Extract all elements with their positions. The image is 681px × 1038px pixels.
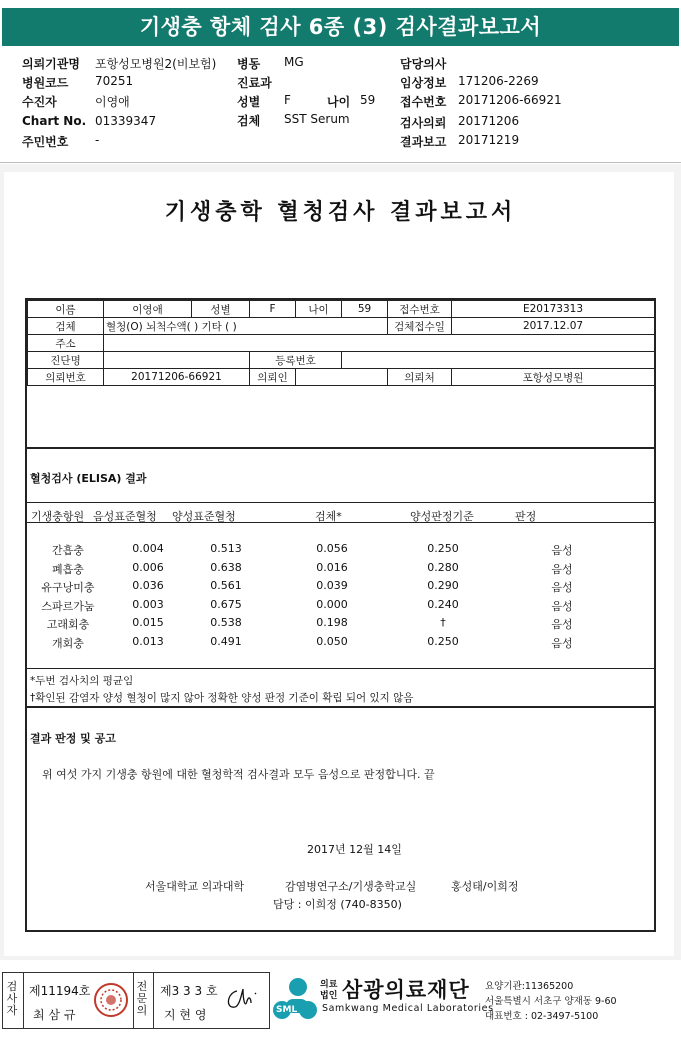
report-banner-title: 기생충 항체 검사 6종 (3) 검사결과보고서 (2, 8, 679, 46)
result-cell-neg: 0.013 (132, 635, 164, 648)
column-header: 판정 (515, 510, 537, 523)
cell: 접수번호 (388, 301, 452, 318)
value: F (284, 93, 291, 107)
result-cell-name: 폐흡충 (52, 562, 84, 576)
result-cell-pos: 0.675 (210, 597, 242, 611)
result-cell-spec: 0.039 (316, 579, 348, 593)
specialist-label-text: 전문의 (136, 980, 148, 1017)
label: Chart No. (22, 114, 87, 128)
inspector-label (6, 981, 19, 1017)
result-cell-neg: 0.006 (132, 560, 164, 574)
cell: 검체 (28, 318, 104, 335)
cell (342, 352, 655, 369)
cell: F (250, 301, 296, 318)
cell: 의뢰번호 (28, 369, 104, 386)
institution: 서울대학교 의과대학 (145, 880, 245, 893)
sml-logo-icon (272, 976, 320, 1024)
conclusion-title: 결과 판정 및 공고 (30, 732, 116, 745)
column-header: 양성표준혈청 (172, 510, 236, 523)
cell: 20171206-66921 (104, 369, 250, 386)
cell (104, 352, 250, 369)
value: 20171206 (458, 114, 520, 128)
label: 담당의사 (400, 57, 447, 71)
cell: 59 (342, 301, 388, 318)
label: 접수번호 (400, 95, 447, 109)
result-cell-cut: 0.250 (427, 635, 459, 648)
result-cell-res: 음성 (551, 637, 573, 650)
report-title: 기생충학 혈청검사 결과보고서 (164, 199, 517, 225)
result-cell-neg: 0.003 (132, 597, 164, 611)
cell: 혈청(O) 뇌척수액( ) 기타 ( ) (104, 318, 388, 335)
result-cell-name: 스파르가눔 (41, 599, 95, 613)
column-header: 검체* (315, 510, 342, 523)
inspector-label-text: 검사자 (6, 980, 18, 1017)
result-cell-cut: † (440, 616, 446, 630)
conclusion-text: 위 여섯 가지 기생충 항원에 대한 혈청학적 검사결과 모두 음성으로 판정합니다. 끝 (42, 768, 435, 781)
value: - (95, 133, 100, 147)
report-frame (25, 298, 656, 932)
label: 결과보고 (400, 135, 447, 149)
value: SST Serum (284, 112, 350, 126)
cell: 이름 (28, 301, 104, 318)
footnote: †확인된 감염자 양성 혈청이 많지 않아 정확한 양성 판정 기준이 확립 되어 있지 않음 (30, 692, 414, 704)
divider (23, 973, 24, 1028)
result-cell-neg: 0.036 (132, 579, 164, 593)
label: 병동 (237, 57, 261, 71)
cell: 의뢰처 (388, 369, 452, 386)
label: 검체 (237, 114, 261, 128)
label: 검사의뢰 (400, 116, 447, 130)
specialist-name: 지 현 영 (164, 1008, 207, 1022)
result-cell-pos: 0.638 (210, 560, 242, 574)
divider (27, 447, 654, 449)
column-header: 음성표준혈청 (93, 510, 157, 523)
result-cell-res: 음성 (551, 599, 573, 613)
cell: 검체접수일 (388, 318, 452, 335)
institution-dept: 감염병연구소/기생충학교실 (285, 880, 417, 893)
label: 주민번호 (22, 135, 69, 149)
value: 이영애 (95, 95, 130, 109)
cell: 주소 (28, 335, 104, 352)
result-cell-cut: 0.280 (427, 560, 459, 574)
value: 포항성모병원2(비보험) (95, 57, 217, 71)
result-cell-cut: 0.240 (427, 597, 459, 611)
label: 수진자 (22, 95, 57, 109)
divider (153, 973, 154, 1028)
corp-label: 의료법인 (320, 980, 338, 1001)
value: MG (284, 55, 304, 69)
result-cell-name: 개회충 (52, 637, 84, 650)
cell: 의뢰인 (250, 369, 296, 386)
cell: 등록번호 (250, 352, 342, 369)
value: 70251 (95, 74, 134, 88)
result-cell-pos: 0.491 (210, 635, 242, 648)
result-cell-res: 음성 (551, 581, 573, 595)
footnote: *두번 검사치의 평균임 (30, 675, 134, 687)
result-cell-spec: 0.050 (316, 635, 348, 648)
signature-box (2, 972, 270, 1029)
divider (27, 502, 654, 503)
value: 171206-2269 (458, 74, 539, 88)
cell: 진단명 (28, 352, 104, 369)
result-cell-res: 음성 (551, 562, 573, 576)
signature-icon (223, 985, 263, 1015)
seal-icon (94, 983, 128, 1017)
specialist-label (136, 981, 149, 1017)
result-cell-name: 간흡충 (52, 544, 84, 557)
result-cell-pos: 0.538 (210, 616, 242, 630)
result-cell-cut: 0.250 (427, 542, 459, 555)
cell (296, 369, 388, 386)
label: 성별 (237, 95, 261, 109)
value: 59 (360, 93, 376, 107)
column-header: 양성판정기준 (410, 510, 474, 523)
report-date: 2017년 12월 14일 (307, 843, 402, 856)
result-cell-name: 유구낭미충 (41, 581, 95, 595)
label: 병원코드 (22, 76, 69, 90)
value: 20171206-66921 (458, 93, 562, 107)
result-cell-pos: 0.561 (210, 579, 242, 593)
contact: 담당 : 이희정 (740-8350) (273, 898, 402, 911)
result-cell-pos: 0.513 (210, 542, 242, 555)
cell (104, 335, 655, 352)
org-address: 서울특별시 서초구 양재동 9-60 (485, 996, 617, 1007)
result-cell-neg: 0.004 (132, 542, 164, 555)
cell: 나이 (296, 301, 342, 318)
value: 01339347 (95, 114, 157, 128)
inspector-name: 최 삼 규 (33, 1008, 76, 1022)
signatory: 홍성태/이희정 (451, 880, 519, 893)
specialist-number: 제3 3 3 호 (160, 984, 218, 998)
org-phone: 대표번호 : 02-3497-5100 (485, 1011, 599, 1022)
divider (27, 668, 654, 669)
label: 나이 (327, 95, 351, 109)
footer (2, 972, 679, 1030)
result-cell-spec: 0.000 (316, 597, 348, 611)
org-name: 삼광의료재단 (342, 978, 470, 1002)
result-cell-neg: 0.015 (132, 616, 164, 630)
cell: E20173313 (452, 301, 655, 318)
label: 임상정보 (400, 76, 447, 90)
section-title: 혈청검사 (ELISA) 결과 (30, 472, 147, 485)
result-cell-spec: 0.056 (316, 542, 348, 555)
divider (27, 522, 654, 523)
logo-badge-text: SML (276, 1005, 298, 1015)
cell: 포항성모병원 (452, 369, 655, 386)
label: 진료과 (237, 76, 272, 90)
result-cell-cut: 0.290 (427, 579, 459, 593)
cell: 이영애 (104, 301, 192, 318)
label: 의뢰기관명 (22, 57, 80, 71)
divider (27, 706, 654, 708)
cell: 2017.12.07 (452, 318, 655, 335)
result-cell-spec: 0.016 (316, 560, 348, 574)
result-cell-spec: 0.198 (316, 616, 348, 630)
patient-info-table (27, 300, 655, 386)
result-cell-res: 음성 (551, 618, 573, 632)
result-cell-res: 음성 (551, 544, 573, 557)
org-code: 요양기관:11365200 (485, 981, 574, 992)
divider (133, 973, 134, 1028)
header-divider (0, 162, 681, 163)
value: 20171219 (458, 133, 520, 147)
result-cell-name: 고래회충 (46, 618, 90, 632)
org-english: Samkwang Medical Laboratories (322, 1003, 494, 1014)
inspector-number: 제11194호 (29, 984, 91, 998)
column-header: 기생충항원 (31, 510, 85, 523)
cell: 성별 (192, 301, 250, 318)
